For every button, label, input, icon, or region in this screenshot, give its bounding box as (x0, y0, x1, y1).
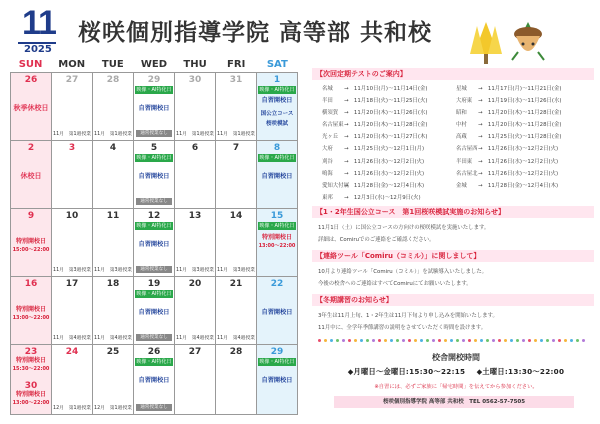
day-number: 13 (188, 211, 202, 221)
lesson-week-label: 11月 第1週授業 (176, 132, 214, 137)
day-number: 7 (232, 143, 240, 153)
day-cell (216, 73, 257, 141)
opening-hours (326, 352, 586, 390)
lesson-week-label: 11月 第3週授業 (94, 268, 132, 273)
decorative-dot (450, 339, 453, 342)
day-number: 6 (191, 143, 199, 153)
jishu-label: 自習開校日 (261, 173, 293, 180)
test-dates: → 11月20日(木)～11月28日(金) (478, 110, 562, 117)
calendar-week (11, 345, 298, 415)
decorative-dot (492, 339, 495, 342)
test-dates: → 11月28日(金)～12月4日(木) (478, 182, 559, 189)
day-cell (52, 345, 93, 415)
special-open-text: 特別開校日 (15, 306, 46, 313)
test-row (456, 156, 590, 168)
special-open-label (11, 237, 51, 255)
day-cell (93, 141, 134, 209)
page-title: 桜咲個別指導学院 高等部 共和校 (78, 20, 433, 46)
school-name: 刈谷 (322, 158, 333, 165)
school-name: 名古屋東 (322, 122, 344, 129)
special-open-time: 13:00～22:00 (258, 243, 296, 249)
day-number: 30 (24, 381, 38, 391)
decorative-dot (546, 339, 549, 342)
year: 2025 (24, 44, 52, 55)
test-row (456, 119, 590, 131)
no-regular-badge: 通常授業なし (136, 130, 172, 137)
special-open-time: 15:30～22:00 (12, 366, 50, 372)
day-cell (134, 345, 175, 415)
day-cell (52, 209, 93, 277)
day-number: 28 (229, 347, 243, 357)
eisu-badge: 映像・AI特化日 (259, 359, 295, 365)
test-row (322, 156, 456, 168)
test-row (322, 119, 456, 131)
weekday-header (10, 58, 298, 72)
special-open-text: 特別開校日 (261, 234, 292, 241)
decorative-dot (468, 339, 471, 342)
calendar-week (11, 73, 298, 141)
school-name: 大府東 (456, 98, 473, 105)
decorative-dot (396, 339, 399, 342)
holiday-label: 秋季休校日 (13, 104, 49, 112)
day-cell (93, 277, 134, 345)
day-cell (134, 277, 175, 345)
day-cell (11, 141, 52, 209)
day-cell (175, 209, 216, 277)
eisu-badge: 映像・AI特化日 (136, 87, 172, 93)
day-cell (216, 209, 257, 277)
day-number: 26 (147, 347, 161, 357)
test-row (456, 131, 590, 143)
decorative-dot (348, 339, 351, 342)
day-number: 2 (27, 143, 35, 153)
day-number: 31 (229, 75, 243, 85)
test-schedule-list (312, 80, 594, 206)
day-cell (11, 345, 52, 415)
decorative-dot (420, 339, 423, 342)
day-cell (52, 277, 93, 345)
school-name: 名古屋西 (456, 146, 478, 153)
weekday-mon: MON (58, 59, 86, 70)
decorative-dot (504, 339, 507, 342)
day-number: 5 (150, 143, 158, 153)
test-row (322, 131, 456, 143)
day-number: 27 (188, 347, 202, 357)
day-cell (257, 277, 298, 345)
day-number: 20 (188, 279, 202, 289)
decorative-dot (318, 339, 321, 342)
day-cell (11, 277, 52, 345)
day-number: 28 (106, 75, 120, 85)
day-number: 22 (270, 279, 284, 289)
day-number: 4 (109, 143, 117, 153)
test-dates: → 11月26日(水)～12月2日(火) (478, 146, 559, 153)
hours-schedule (326, 367, 586, 377)
special-open-text: 特別開校日 (15, 357, 46, 364)
test-row (322, 192, 456, 204)
day-cell (134, 73, 175, 141)
day-number: 16 (24, 279, 38, 289)
decorative-dot (570, 339, 573, 342)
lesson-week-label: 11月 第4週授業 (94, 336, 132, 341)
day-cell (93, 73, 134, 141)
test-row (456, 180, 590, 192)
day-number: 17 (65, 279, 79, 289)
test-dates: → 11月26日(水)～12月2日(火) (344, 170, 425, 177)
jishu-label: 自習開校日 (261, 309, 293, 316)
day-cell (257, 345, 298, 415)
decorative-dot (528, 339, 531, 342)
decorative-dot (510, 339, 513, 342)
special-open-label (11, 390, 51, 408)
decorative-dot (372, 339, 375, 342)
jishu-label: 自習開校日 (138, 241, 170, 248)
day-number: 29 (147, 75, 161, 85)
header (0, 0, 600, 58)
test-dates: → 11月26日(水)～12月2日(火) (478, 158, 559, 165)
school-name: 半田 (322, 98, 333, 105)
weekday-thu: THU (183, 59, 207, 70)
eisu-badge: 映像・AI特化日 (259, 223, 295, 229)
day-number: 30 (188, 75, 202, 85)
decorative-dot (456, 339, 459, 342)
school-name: 金城 (456, 182, 467, 189)
day-cell (216, 277, 257, 345)
lesson-week-label: 11月 第3週授業 (176, 268, 214, 273)
jishu-label: 自習開校日 (138, 105, 170, 112)
day-cell (257, 209, 298, 277)
day-cell (175, 141, 216, 209)
decorative-dot (576, 339, 579, 342)
test-row (456, 107, 590, 119)
school-name: 名城 (322, 86, 333, 92)
hours-title: 校舎開校時間 (432, 353, 480, 362)
decorative-dot (540, 339, 543, 342)
lesson-week-label: 12月 第1週授業 (53, 406, 91, 411)
day-number: 1 (273, 75, 281, 85)
school-name: 東邦 (322, 194, 333, 201)
decorative-dot (444, 339, 447, 342)
special-open-time: 15:00～22:00 (12, 247, 50, 253)
test-dates: → 11月18日(火)～11月25日(火) (344, 98, 428, 105)
day-number: 9 (27, 211, 35, 221)
footer-contact: 桜咲個別指導学院 高等部 共和校 TEL 0562-57-7505 (334, 396, 574, 408)
day-number: 18 (106, 279, 120, 289)
decorative-dot (498, 339, 501, 342)
calendar-week (11, 141, 298, 209)
test-row (456, 143, 590, 155)
notice-body (312, 306, 594, 338)
holiday-label: 休校日 (20, 172, 42, 180)
decorative-dot (360, 339, 363, 342)
eisu-badge: 映像・AI特化日 (136, 223, 172, 229)
decorative-dot (414, 339, 417, 342)
day-number: 24 (65, 347, 79, 357)
jishu-label: 自習開校日 (138, 377, 170, 384)
decorative-dot (486, 339, 489, 342)
month-number: 11 (22, 4, 56, 42)
acorn-character-icon (508, 20, 548, 66)
day-number: 14 (229, 211, 243, 221)
day-cell (11, 73, 52, 141)
decorative-dot (402, 339, 405, 342)
school-name: 鳴海 (322, 170, 333, 177)
school-name: 高蔵 (456, 134, 467, 141)
decorative-dot (582, 339, 585, 342)
decorative-dot (354, 339, 357, 342)
lesson-week-label: 11月 第3週授業 (217, 268, 255, 273)
school-name: 大府 (322, 146, 333, 153)
day-cell (93, 345, 134, 415)
no-regular-badge: 通常授業なし (136, 334, 172, 341)
lesson-week-label: 11月 第1週授業 (53, 132, 91, 137)
hours-weekday: ◆月曜日～金曜日:15:30～22:15 (347, 367, 466, 376)
decorative-dot (480, 339, 483, 342)
notice-line: 詳細は、Comiruでのご連絡をご確認ください。 (318, 236, 435, 243)
weekday-wed: WED (140, 59, 168, 70)
day-number: 15 (270, 211, 284, 221)
kokuritsu-label: 国公立コース (260, 111, 294, 117)
jishu-label: 自習開校日 (138, 173, 170, 180)
decorative-dot (390, 339, 393, 342)
jishu-label: 自習開校日 (261, 97, 293, 104)
special-open-label (257, 233, 297, 251)
school-name: 光ヶ丘 (322, 134, 339, 141)
day-cell (134, 141, 175, 209)
test-dates: → 11月10日(月)～11月14日(金) (344, 86, 428, 92)
test-dates: → 11月26日(水)～12月2日(火) (478, 170, 559, 177)
decorative-dot (474, 339, 477, 342)
day-number: 21 (229, 279, 243, 289)
eisu-badge: 映像・AI特化日 (136, 155, 172, 161)
test-dates: → 11月25日(火)～11月28日(金) (478, 134, 562, 141)
test-dates: → 11月28日(金)～12月4日(木) (344, 182, 425, 189)
test-schedule-heading: 【次回定期テストのご案内】 (312, 68, 594, 80)
calendar-grid (10, 72, 298, 415)
day-number: 26 (24, 75, 38, 85)
day-cell (175, 277, 216, 345)
test-dates: → 11月20日(木)～11月28日(金) (344, 122, 428, 129)
calendar (10, 58, 298, 415)
decorative-dot (516, 339, 519, 342)
info-panel (312, 68, 594, 338)
lesson-week-label: 11月 第4週授業 (176, 336, 214, 341)
special-open-text: 特別開校日 (15, 238, 46, 245)
decorative-dot (366, 339, 369, 342)
notice-line: 11月1日（土）に国公立コースの方向けの桜咲模試を実施いたします。 (318, 224, 490, 231)
test-dates: → 11月20日(木)～11月27日(木) (344, 134, 428, 141)
notice-line: 10月より連絡ツール「Comiru（コミル）」を試験導入いたしました。 (318, 268, 488, 275)
decorative-dot (342, 339, 345, 342)
test-dates: → 11月20日(木)～11月26日(水) (344, 110, 428, 117)
decorative-dot (432, 339, 435, 342)
calendar-week (11, 277, 298, 345)
day-cell (52, 141, 93, 209)
test-dates: → 11月25日(火)～12月1日(月) (344, 146, 425, 153)
test-dates: → 11月19日(水)～11月26日(水) (478, 98, 562, 105)
decorative-dot (384, 339, 387, 342)
notice-line: 3年生は11月上旬、1・2年生は11月下旬より申し込みを開始いたします。 (318, 312, 498, 319)
decorative-dot (552, 339, 555, 342)
notice-line: 今後の校舎へのご連絡はすべてComiruにてお願いいたします。 (318, 280, 472, 287)
test-dates: → 11月17日(月)～11月21日(金) (478, 86, 562, 92)
day-cell (257, 73, 298, 141)
day-cell (175, 73, 216, 141)
day-number: 11 (106, 211, 120, 221)
test-row (322, 143, 456, 155)
notice-line: 11月中に、全学年季節講習の説明をさせていただく時間を設けます。 (318, 324, 487, 331)
lesson-week-label: 12月 第1週授業 (94, 406, 132, 411)
test-row (456, 83, 590, 95)
hours-note: ※自習には、必ずご家族に「帰宅時間」を伝えてから参加ください。 (374, 384, 538, 390)
school-name: 半田東 (456, 158, 473, 165)
school-name: 横須賀 (322, 110, 339, 117)
weekday-sat: SAT (266, 59, 288, 70)
day-cell (216, 345, 257, 415)
day-cell (11, 209, 52, 277)
test-row (322, 83, 456, 95)
hours-saturday: ◆土曜日:13:30～22:00 (476, 367, 565, 376)
notice-heading: 【連絡ツール「Comiru（コミル）」に関しまして】 (312, 250, 594, 262)
jishu-label: 自習開校日 (261, 377, 293, 384)
day-number: 27 (65, 75, 79, 85)
lesson-week-label: 11月 第4週授業 (53, 336, 91, 341)
test-row (456, 95, 590, 107)
decorative-dot (522, 339, 525, 342)
special-open-label (11, 305, 51, 323)
school-name: 星城 (456, 86, 467, 92)
lesson-week-label: 11月 第1週授業 (94, 132, 132, 137)
day-number: 12 (147, 211, 161, 221)
test-dates: → 12月3日(水)～12月9日(火) (344, 194, 421, 201)
notice-body (312, 262, 594, 294)
decorative-dot (378, 339, 381, 342)
no-regular-badge: 通常授業なし (136, 404, 172, 411)
day-cell (93, 209, 134, 277)
school-name: 昭和 (456, 110, 467, 117)
calendar-week (11, 209, 298, 277)
test-dates: → 11月20日(木)～11月28日(金) (478, 122, 562, 129)
day-number: 8 (273, 143, 281, 153)
decorative-dot (534, 339, 537, 342)
eisu-badge: 映像・AI特化日 (259, 87, 295, 93)
day-cell (134, 209, 175, 277)
notice-heading: 【冬期講習のお知らせ】 (312, 294, 594, 306)
day-number: 29 (270, 347, 284, 357)
special-open-label (11, 356, 51, 374)
ginkgo-tree-icon (466, 20, 506, 66)
day-cell (257, 141, 298, 209)
special-open-time: 13:00～22:00 (12, 315, 50, 321)
decorative-dots (318, 339, 588, 343)
mogi-label: 桜咲模試 (265, 121, 288, 127)
no-regular-badge: 通常授業なし (136, 198, 172, 205)
decorative-dot (330, 339, 333, 342)
day-number: 23 (24, 347, 38, 357)
test-row (322, 168, 456, 180)
eisu-badge: 映像・AI特化日 (259, 155, 295, 161)
day-number: 19 (147, 279, 161, 289)
lesson-week-label: 11月 第4週授業 (217, 336, 255, 341)
decorative-dot (324, 339, 327, 342)
school-name: 愛知大付属 (322, 182, 349, 189)
day-number: 10 (65, 211, 79, 221)
eisu-badge: 映像・AI特化日 (136, 359, 172, 365)
decorative-dot (558, 339, 561, 342)
eisu-badge: 映像・AI特化日 (136, 291, 172, 297)
day-cell (52, 73, 93, 141)
decorative-dot (564, 339, 567, 342)
no-regular-badge: 通常授業なし (136, 266, 172, 273)
test-dates: → 11月26日(水)～12月2日(火) (344, 158, 425, 165)
weekday-sun: SUN (18, 59, 43, 70)
school-name: 中村 (456, 122, 467, 129)
test-row (456, 168, 590, 180)
special-open-time: 13:00～22:00 (12, 400, 50, 406)
test-row (322, 107, 456, 119)
weekday-tue: TUE (101, 59, 124, 70)
day-cell (175, 345, 216, 415)
school-name: 名古屋北 (456, 170, 478, 177)
test-row (322, 180, 456, 192)
day-number: 3 (68, 143, 76, 153)
test-row (322, 95, 456, 107)
lesson-week-label: 11月 第3週授業 (53, 268, 91, 273)
decorative-dot (426, 339, 429, 342)
special-open-text: 特別開校日 (15, 391, 46, 398)
day-cell (216, 141, 257, 209)
decorative-dot (336, 339, 339, 342)
lesson-week-label: 11月 第1週授業 (217, 132, 255, 137)
decorative-dot (408, 339, 411, 342)
weekday-fri: FRI (227, 59, 246, 70)
jishu-label: 自習開校日 (138, 309, 170, 316)
notice-body (312, 218, 594, 250)
decorative-dot (438, 339, 441, 342)
decorative-dot (462, 339, 465, 342)
day-number: 25 (106, 347, 120, 357)
notice-heading: 【1・2年生国公立コース 第1回桜咲模試実施のお知らせ】 (312, 206, 594, 218)
